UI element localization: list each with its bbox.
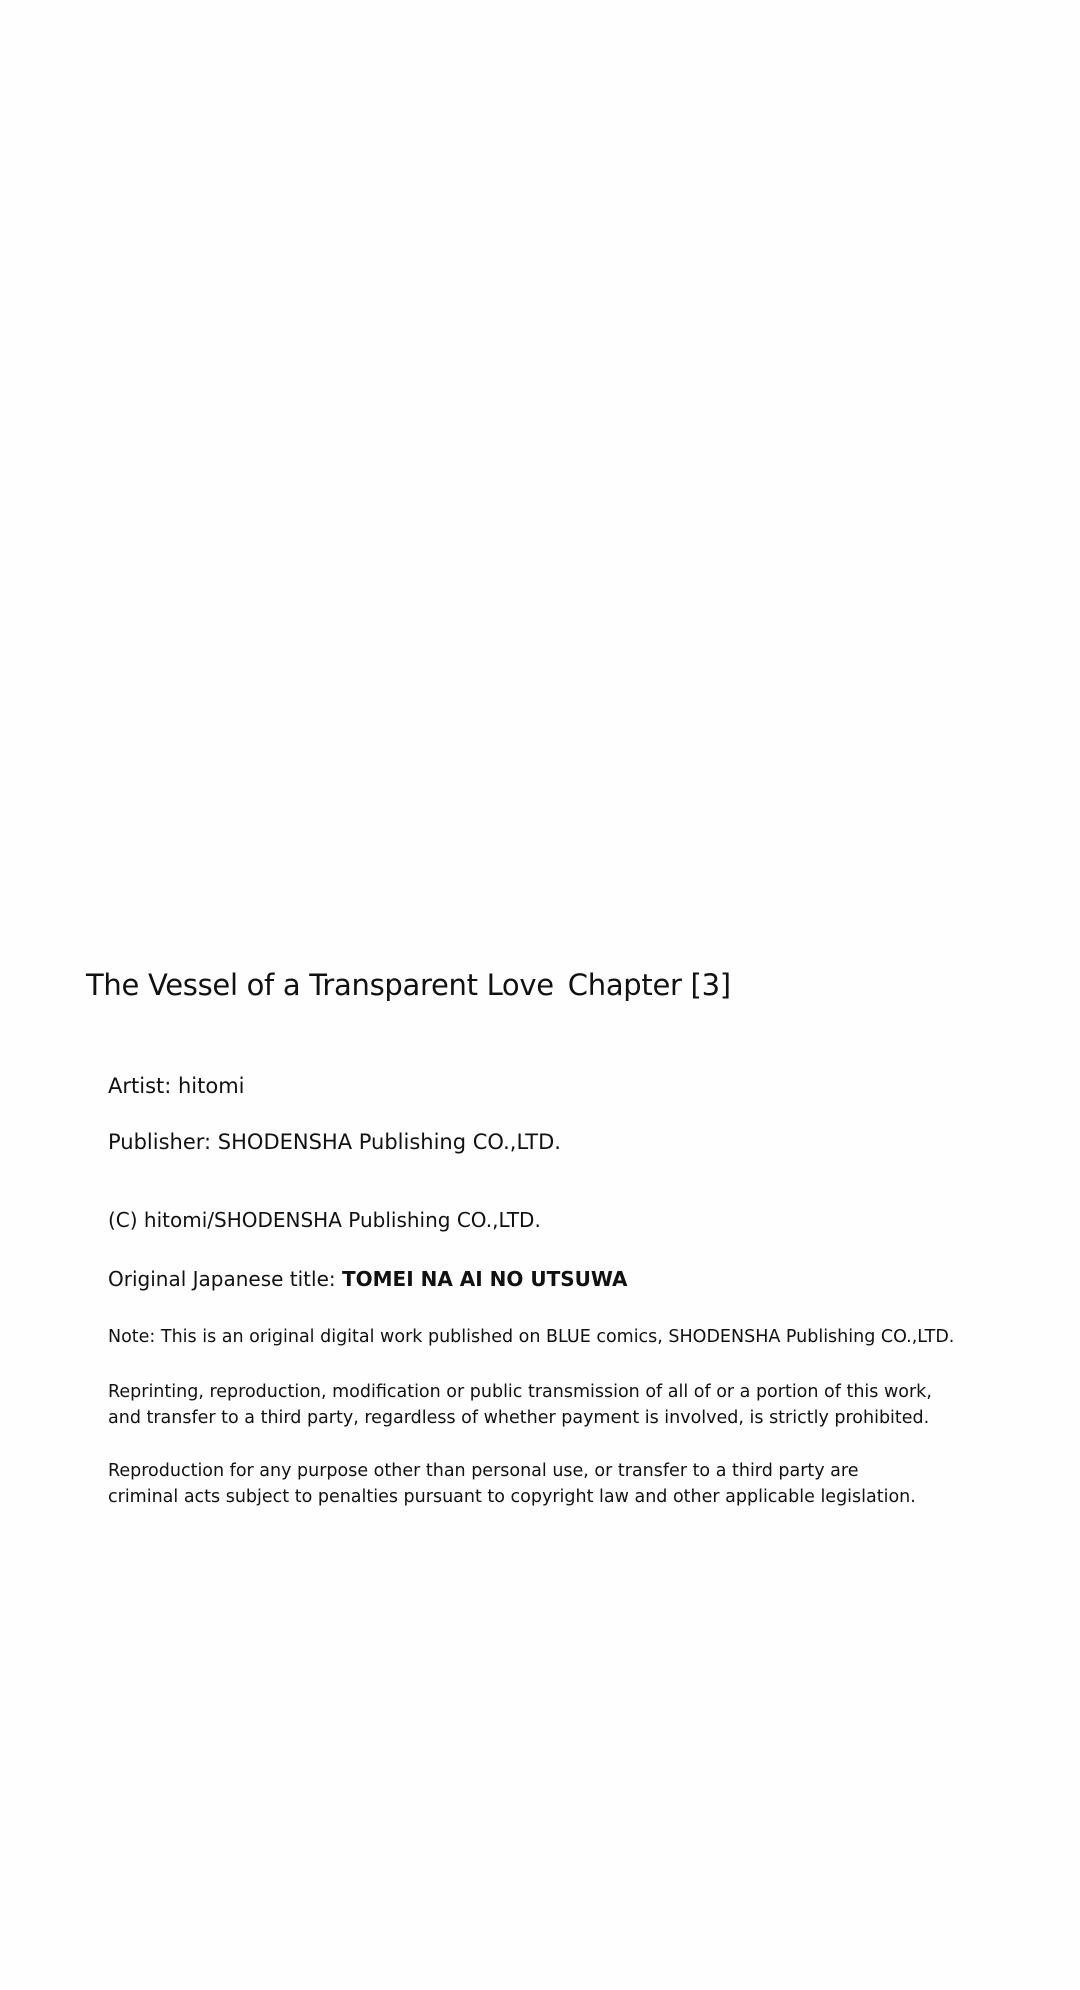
- original-title-label: Original Japanese title:: [108, 1267, 342, 1291]
- original-title: TOMEI NA AI NO UTSUWA: [341, 1267, 628, 1291]
- page-title: [86, 968, 731, 1002]
- reproduction-notice-line: criminal acts subject to penalties pursuant to copyright law and other applicable legislation.: [108, 1487, 916, 1507]
- series-title: The Vessel of a Transparent Love: [86, 968, 554, 1002]
- reproduction-notice-line: Reproduction for any purpose other than personal use, or transfer to a third party are: [108, 1461, 859, 1481]
- copyright-notice: (C) hitomi/SHODENSHA Publishing CO.,LTD.: [108, 1208, 541, 1232]
- reprint-notice: [108, 1379, 932, 1431]
- reprint-notice-line: and transfer to a third party, regardless of whether payment is involved, is strictly prohibited.: [108, 1408, 930, 1428]
- digital-work-note: Note: This is an original digital work published on BLUE comics, SHODENSHA Publishing CO.,LTD.: [108, 1327, 955, 1347]
- chapter-label: Chapter [3]: [567, 968, 731, 1002]
- reprint-notice-line: Reprinting, reproduction, modification or public transmission of all of or a portion of this work,: [108, 1382, 932, 1402]
- original-title-line: [108, 1267, 628, 1291]
- reproduction-notice: [108, 1458, 916, 1510]
- publisher-credit: Publisher: SHODENSHA Publishing CO.,LTD.: [108, 1130, 561, 1154]
- artist-credit: Artist: hitomi: [108, 1074, 245, 1098]
